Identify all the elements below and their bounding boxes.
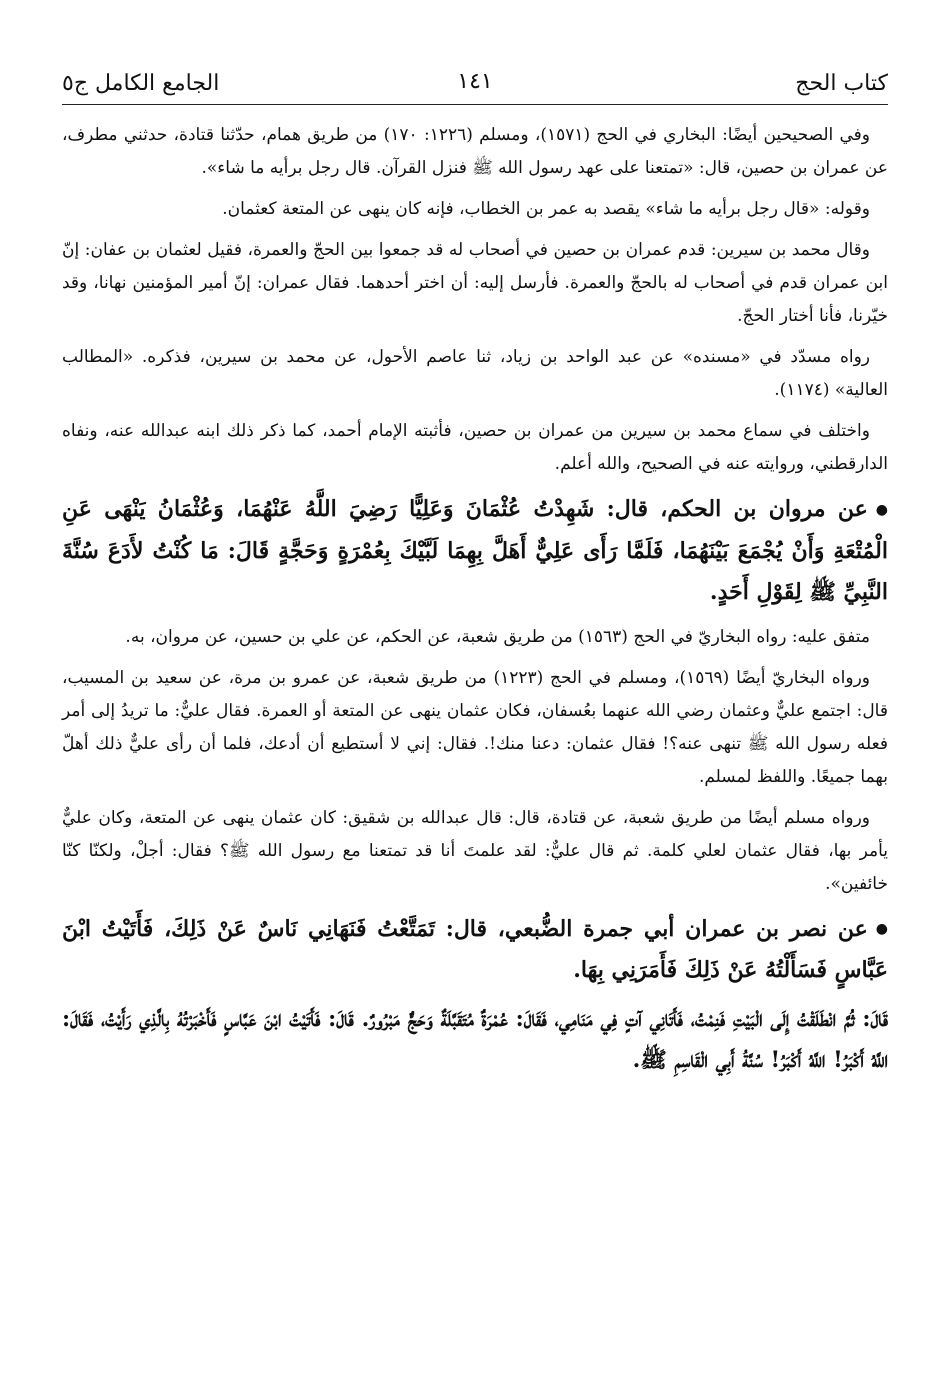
bullet-icon: ●	[875, 501, 888, 518]
hadith-2-continuation: قَالَ: ثُمَّ انْطَلَقْتُ إِلَى الْبَيْتِ فَنِمْتُ، فَأَتَانِي آتٍ فِي مَنَامِي، فَقَالَ: عُمْرَةٌ مُتَقَبَّلَةٌ وَحَجٌّ مَبْرُورٌ. قَالَ: فَأَتَيْتُ ابْنَ عَبَّاسٍ فَأَخْبَرْتُهُ بِالَّذِي رَأَيْتُ، فَقَالَ: اللَّهُ أَكْبَرُ! اللَّهُ أَكْبَرُ! سُنَّةُ أَبِي الْقَاسِمِ ﷺ.	[62, 1006, 888, 1073]
hadith-2	[62, 909, 888, 992]
bullet-icon: ●	[875, 921, 888, 937]
page-header	[62, 58, 888, 105]
paragraph-6: متفق عليه: رواه البخاريّ في الحج (١٥٦٣) من طريق شعبة، عن الحكم، عن علي بن حسين، عن مروان، به.	[125, 626, 870, 647]
hadith-2-text: عن نصر بن عمران أبي جمرة الضُّبعي، قال: تَمَتَّعْتُ فَنَهَانِي نَاسٌ عَنْ ذَلِكَ، فَأَتَيْتُ ابْنَ عَبَّاسٍ فَسَأَلْتُهُ عَنْ ذَلِكَ فَأَمَرَنِي بِهَا.	[62, 915, 888, 983]
paragraph-2: وقوله: «قال رجل برأيه ما شاء» يقصد به عمر بن الخطاب، فإنه كان ينهى عن المتعة كعثمان.	[222, 199, 870, 219]
book-title: كتاب الحج	[795, 71, 888, 96]
paragraph-8: ورواه مسلم أيضًا من طريق شعبة، عن قتادة، قال: قال عبدالله بن شقيق: كان عثمان ينهى عن المتعة، وكان عليٌّ يأمر بها، فقال عثمان لعلي كلمة. ثم قال عليٌّ: لقد علمتَ أنا قد تمتعنا مع رسول الله ﷺ؟ فقال: أجلْ، ولكنّا كنّا خائفين».	[62, 807, 888, 894]
hadith-1-text: عن مروان بن الحكم، قال: شَهِدْتُ عُثْمَانَ وَعَلِيًّا رَضِيَ اللَّهُ عَنْهُمَا، وَعُثْمَانُ يَنْهَى عَنِ الْمُتْعَةِ وَأَنْ يُجْمَعَ بَيْنَهُمَا، فَلَمَّا رَأَى عَلِيٌّ أَهَلَّ بِهِمَا لَبَّيْكَ بِعُمْرَةٍ وَحَجَّةٍ قَالَ: مَا كُنْتُ لأَدَعَ سُنَّةَ النَّبِيِّ ﷺ لِقَوْلِ أَحَدٍ.	[62, 496, 888, 605]
hadith-1	[62, 489, 888, 613]
volume-title: الجامع الكامل ج٥	[62, 71, 220, 96]
paragraph-4: رواه مسدّد في «مسنده» عن عبد الواحد بن زياد، ثنا عاصم الأحول، عن محمد بن سيرين، فذكره. «المطالب العالية» (١١٧٤).	[62, 347, 888, 400]
paragraph-1: وفي الصحيحين أيضًا: البخاري في الحج (١٥٧١)، ومسلم (١٢٢٦: ١٧٠) من طريق همام، حدّثنا قتادة، حدثني مطرف، عن عمران بن حصين، قال: «تمتعنا على عهد رسول الله ﷺ فنزل القرآن. قال رجل برأيه ما شاء».	[62, 125, 888, 178]
page-number: ١٤١	[457, 69, 493, 94]
page-body	[62, 119, 888, 1081]
paragraph-3: وقال محمد بن سيرين: قدم عمران بن حصين في أصحاب له قد جمعوا بين الحجّ والعمرة، فقيل لعثمان بن عفان: إنّ ابن عمران قدم في أصحاب له بالحجّ والعمرة. فأرسل إليه: أن اختر أحدهما. فقال عمران: إنّ أمير المؤمنين نهانا، وقد خيّرنا، فأنا أختار الحجّ.	[62, 240, 888, 326]
paragraph-7: ورواه البخاريّ أيضًا (١٥٦٩)، ومسلم في الحج (١٢٢٣) من طريق شعبة، عن عمرو بن مرة، عن سعيد بن المسيب، قال: اجتمع عليٌّ وعثمان رضي الله عنهما بعُسفان، فكان عثمان ينهى عن المتعة أو العمرة. فقال عليٌّ: ما تريدُ إلى أمر فعله رسول الله ﷺ تنهى عنه؟! فقال عثمان: دعنا منك!. فقال: إني لا أستطيع أن أدعك، فلما أن رأى عليٌّ ذلك أهلّ بهما جميعًا. واللفظ لمسلم.	[62, 667, 888, 787]
paragraph-5: واختلف في سماع محمد بن سيرين من عمران بن حصين، فأثبته الإمام أحمد، كما ذكر ذلك ابنه عبدالله عنه، ونفاه الدارقطني، وروايته عنه في الصحيح، والله أعلم.	[62, 421, 888, 474]
